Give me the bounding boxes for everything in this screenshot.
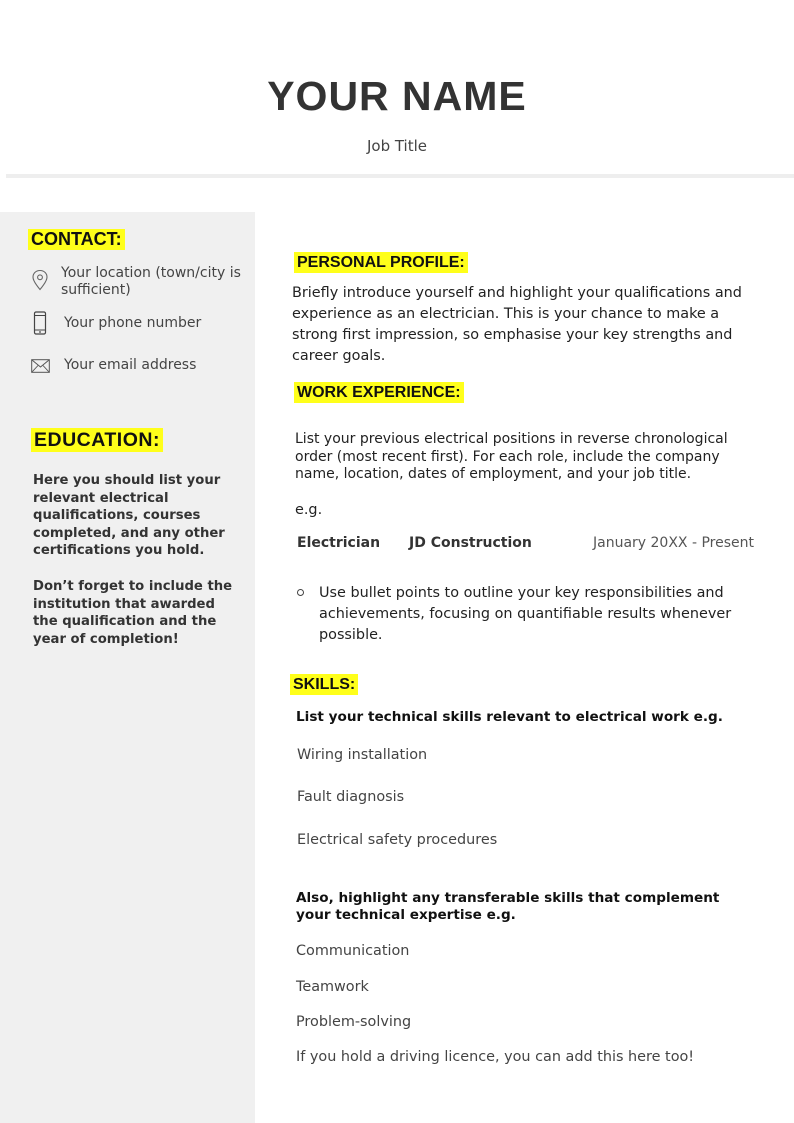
- skills-heading: SKILLS:: [290, 674, 358, 695]
- personal-profile-text: Briefly introduce yourself and highlight your qualifications and experience as an electrician. This is your chance to make a strong first impression, so emphasise your key strengths and career goals.: [292, 285, 742, 364]
- resume-header: [0, 0, 794, 180]
- job-title: Job Title: [366, 137, 428, 155]
- skill-item: Fault diagnosis: [297, 789, 405, 805]
- location-pin-icon: [30, 269, 50, 295]
- skill-item: Wiring installation: [297, 747, 428, 763]
- contact-location-text: Your location (town/city is sufficient): [61, 265, 241, 298]
- education-paragraph-2: Don’t forget to include the institution that awarded the qualification and the year of completion!: [33, 579, 233, 647]
- education-heading: EDUCATION:: [31, 428, 163, 452]
- contact-email-text: Your email address: [64, 357, 197, 373]
- technical-skills-intro: List your technical skills relevant to electrical work e.g.: [296, 709, 723, 725]
- header-divider: [6, 174, 794, 178]
- candidate-name: YOUR NAME: [267, 73, 527, 119]
- sidebar: [0, 212, 255, 1123]
- education-paragraph-1: Here you should list your relevant electrical qualifications, courses completed, and any other certifications you hold.: [33, 473, 225, 559]
- contact-heading: CONTACT:: [28, 229, 125, 250]
- transferable-skills-intro: Also, highlight any transferable skills that complement your technical expertise e.g.: [296, 890, 720, 924]
- personal-profile-heading: PERSONAL PROFILE:: [294, 252, 468, 273]
- work-experience-heading: WORK EXPERIENCE:: [294, 382, 464, 403]
- job-position: Electrician: [297, 535, 381, 551]
- skill-item: Electrical safety procedures: [297, 832, 498, 848]
- transferable-skill-item: Communication: [296, 943, 410, 959]
- envelope-icon: [31, 358, 50, 377]
- transferable-skill-item: Problem-solving: [296, 1014, 412, 1030]
- job-company: JD Construction: [409, 535, 532, 551]
- work-bullet-item: Use bullet points to outline your key responsibilities and achievements, focusing on quantifiable results whenever possible.: [319, 585, 732, 643]
- bullet-icon: [297, 589, 304, 596]
- driving-licence-note: If you hold a driving licence, you can add this here too!: [296, 1049, 695, 1065]
- job-dates: January 20XX - Present: [593, 535, 754, 551]
- work-experience-intro: List your previous electrical positions in reverse chronological order (most recent first). For each role, include the company name, location, dates of employment, and your job title.: [295, 431, 728, 483]
- contact-phone-text: Your phone number: [64, 315, 202, 331]
- transferable-skill-item: Teamwork: [296, 979, 369, 995]
- phone-icon: [33, 311, 47, 339]
- work-eg-label: e.g.: [295, 502, 323, 518]
